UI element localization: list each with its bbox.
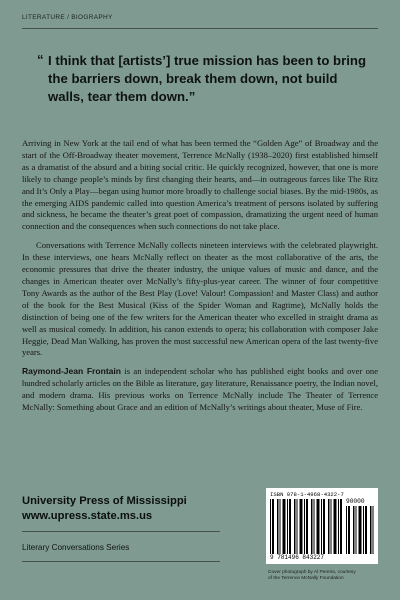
series-bottom-rule xyxy=(22,561,220,562)
barcode-main-icon xyxy=(270,499,342,554)
publisher-url: www.upress.state.ms.us xyxy=(22,510,153,522)
paragraph-intro: Arriving in New York at the tail end of what has been termed the “Golden Age” of Broadway and the start of the Off-Broadway theater movement, Terrence McNally (1938–2020) first established himself as a dramatist of the absurd and a biting social critic. He quickly recognized, however, that one is more likely to change people’s minds by first changing their hearts, and—in outrageous farces like The Ritz and It’s Only a Play—began using humor more broadly to challenge social biases. By the mid-1980s, as the emerging AIDS pandemic called into question America’s treatment of persons isolated by suffering and sickness, he became the theater’s great poet of compassion, dramatizing the urgent need of human connection and the consequences when such connections do not take place. xyxy=(22,138,378,232)
author-bio-text: is an independent scholar who has published eight books and over one hundred scholarly articles on the Bible as literature, gay literature, Renaissance poetry, the Indian novel, and modern drama. His previous works on Terrence McNally include The Theater of Terrence McNally: Something about Grace and an edition of McNally’s writings about theater, Muse of Fire. xyxy=(22,366,378,413)
price-code: 90000 xyxy=(346,498,365,505)
top-rule xyxy=(22,28,378,29)
pull-quote xyxy=(37,52,368,106)
paragraph-collection: Conversations with Terrence McNally collects nineteen interviews with the celebrated playwright. In these interviews, one hears McNally reflect on theater as the most collaborative of the arts, the economic pressures that drive the theater industry, the unique values of music and dance, and the changes in American theater over McNally’s fifty-plus-year career. The winner of four competitive Tony Awards as the author of the Best Play (Love! Valour! Compassion! and Master Class) and author of the book for the Best Musical (Kiss of the Spider Woman and Ragtime), McNally holds the distinction of being one of the few writers for the American theater who excelled in straight drama as well as musical comedy. In addition, his canon extends to opera; his collaboration with composer Jake Heggie, Dead Man Walking, has proven the most successful new American opera of the last twenty-five years. xyxy=(22,240,378,358)
series-top-rule xyxy=(22,531,220,532)
quote-text: I think that [artists’] true mission has been to bring the barriers down, break them down, not build walls, tear them down. xyxy=(48,53,367,104)
barcode-addon-icon xyxy=(346,506,374,554)
barcode-number: 9 781496 843227 xyxy=(270,554,325,561)
description-body xyxy=(22,138,378,421)
barcode-box xyxy=(266,488,378,564)
publisher-name: University Press of Mississippi xyxy=(22,495,187,507)
publisher-block xyxy=(22,494,187,524)
author-name: Raymond-Jean Frontain xyxy=(22,366,122,377)
paragraph-author-bio xyxy=(22,366,378,414)
quote-close-mark: ” xyxy=(188,89,196,104)
photo-credit-line-2: of the Terrence McNally Foundation xyxy=(268,576,344,581)
photo-credit-line-1: Cover photograph by Al Pereira, courtesy xyxy=(268,570,356,575)
isbn-text: ISBN 978-1-4968-4322-7 xyxy=(270,491,344,498)
series-name: Literary Conversations Series xyxy=(22,543,130,552)
quote-open-mark: “ xyxy=(37,52,44,67)
photo-credit xyxy=(268,570,386,582)
category-label: LITERATURE / BIOGRAPHY xyxy=(22,14,113,21)
